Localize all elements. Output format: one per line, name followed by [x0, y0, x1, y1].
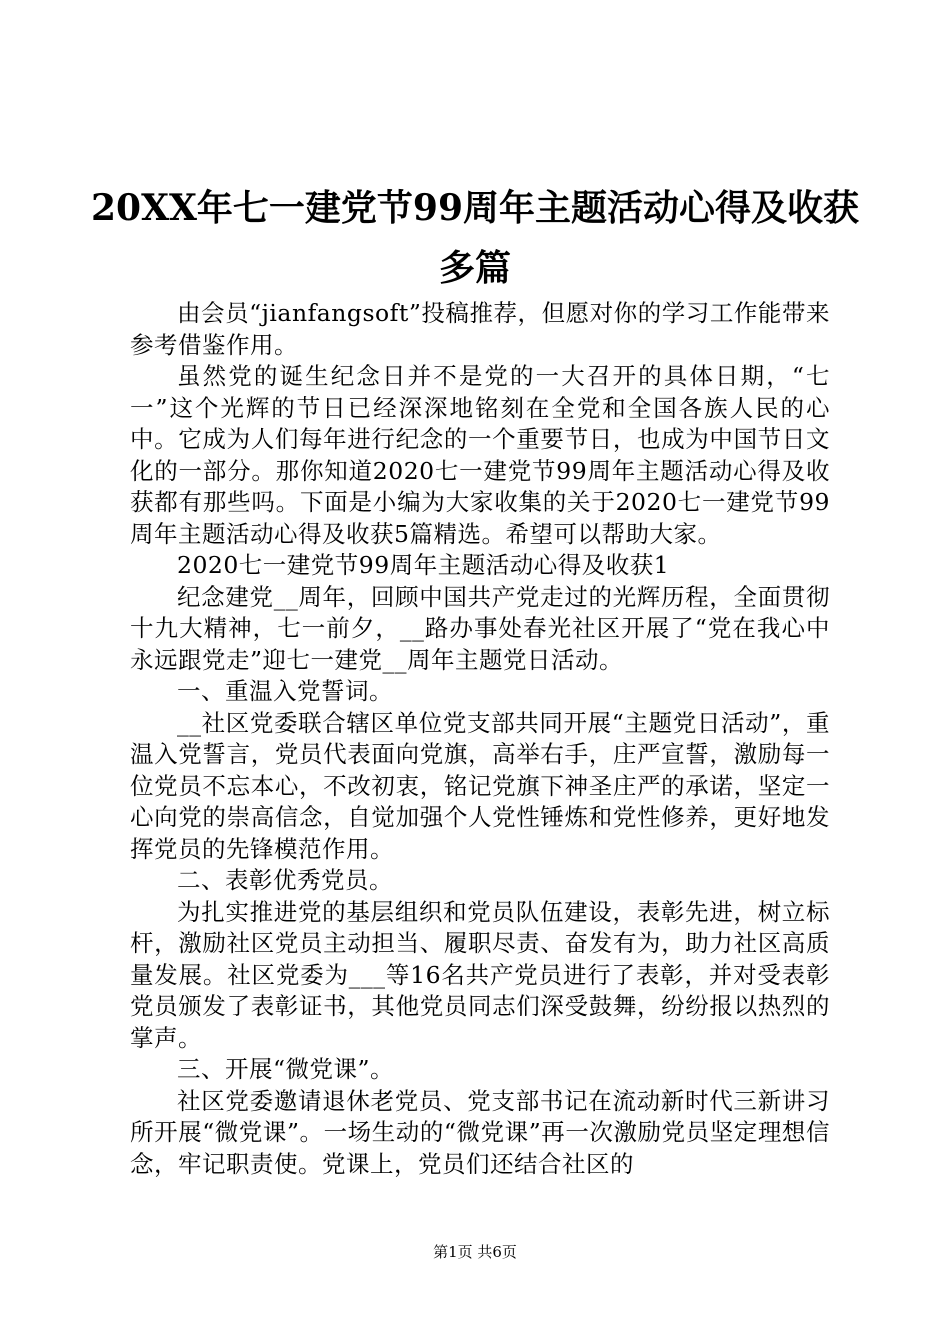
body-paragraph: 为扎实推进党的基层组织和党员队伍建设，表彰先进，树立标杆，激励社区党员主动担当、履职尽责、奋发有为，助力社区高质量发展。社区党委为___等16名共产党员进行了表彰，并对受表彰党员颁发了表彰证书，其他党员同志们深受鼓舞，纷纷报以热烈的掌声。	[130, 897, 830, 1052]
body-paragraph: 虽然党的诞生纪念日并不是党的一大召开的具体日期，“七一”这个光辉的节日已经深深地铭刻在全党和全国各族人民的心中。它成为人们每年进行纪念的一个重要节日，也成为中国节日文化的一部分。那你知道2020七一建党节99周年主题活动心得及收获都有那些吗。下面是小编为大家收集的关于2020七一建党节99周年主题活动心得及收获5篇精选。希望可以帮助大家。	[130, 362, 830, 548]
subsection-heading: 一、重温入党誓词。	[177, 677, 393, 705]
subsection-heading: 三、开展“微党课”。	[177, 1055, 395, 1083]
body-paragraph: 纪念建党__周年，回顾中国共产党走过的光辉历程，全面贯彻十九大精神，七一前夕，__路办事处春光社区开展了“党在我心中永远跟党走”迎七一建党__周年主题党日活动。	[130, 582, 830, 674]
document-body	[130, 298, 830, 1180]
section-heading: 2020七一建党节99周年主题活动心得及收获1	[177, 551, 670, 579]
subsection-heading: 二、表彰优秀党员。	[177, 866, 393, 894]
page-footer: 第1页 共6页	[433, 1243, 517, 1261]
intro-paragraph: 由会员“jianfangsoft”投稿推荐，但愿对你的学习工作能带来参考借鉴作用。	[130, 299, 830, 359]
document-title: 20XX年七一建党节99周年主题活动心得及收获多篇	[90, 187, 860, 289]
body-paragraph: __社区党委联合辖区单位党支部共同开展“主题党日活动”，重温入党誓言，党员代表面向党旗，高举右手，庄严宣誓，激励每一位党员不忘本心，不改初衷，铭记党旗下神圣庄严的承诺，坚定一心向党的崇高信念，自觉加强个人党性锤炼和党性修养，更好地发挥党员的先锋模范作用。	[130, 708, 830, 863]
body-paragraph: 社区党委邀请退休老党员、党支部书记在流动新时代三新讲习所开展“微党课”。一场生动的“微党课”再一次激励党员坚定理想信念，牢记职责使。党课上，党员们还结合社区的	[130, 1086, 830, 1178]
